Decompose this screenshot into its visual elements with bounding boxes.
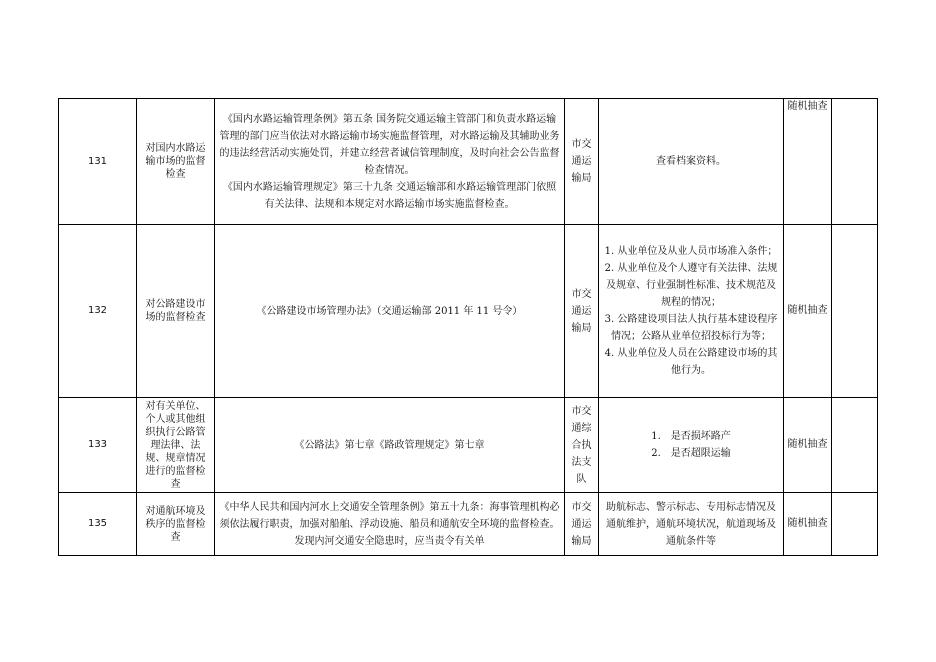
content-line: 1. 从业单位及从业人员市场准入条件； xyxy=(604,246,778,257)
content-line: 查看档案资料。 xyxy=(656,156,726,167)
inspection-method: 随机抽查 xyxy=(784,99,832,225)
responsible-org: 市交通运输局 xyxy=(565,99,599,225)
item-name: 对国内水路运输市场的监督检查 xyxy=(137,99,215,225)
item-name: 对通航环境及秩序的监督检查 xyxy=(137,493,215,556)
content-line: 助航标志、警示标志、专用标志情况及通航维护，通航环境状况，航道现场及通航条件等 xyxy=(606,501,776,547)
item-name: 对有关单位、个人或其他组织执行公路管理法律、法规、规章情况进行的监督检查 xyxy=(137,398,215,493)
inspection-content xyxy=(599,99,784,225)
note-cell xyxy=(832,99,878,225)
row-number: 131 xyxy=(59,99,137,225)
inspection-method: 随机抽查 xyxy=(784,493,832,556)
legal-basis-paragraph: 《公路建设市场管理办法》（交通运输部 2011 年 11 号令） xyxy=(256,305,523,317)
legal-basis-paragraph: 《国内水路运输管理规定》第三十九条 交通运输部和水路运输管理部门依照有关法律、法规和本规定对水路运输市场实施监督检查。 xyxy=(222,181,557,210)
responsible-org: 市交通综合执法支队 xyxy=(565,398,599,493)
legal-basis xyxy=(215,225,565,398)
content-line: 2. 是否超限运输 xyxy=(651,448,731,459)
content-line: 3. 公路建设项目法人执行基本建设程序情况；公路从业单位招投标行为等； xyxy=(604,314,778,342)
inspection-content xyxy=(599,398,784,493)
responsible-org: 市交通运输局 xyxy=(565,493,599,556)
inspection-content xyxy=(599,225,784,398)
legal-basis-paragraph: 《国内水路运输管理条例》第五条 国务院交通运输主管部门和负责水路运输管理的部门应当依法对水路运输市场实施监督管理，对水路运输及其辅助业务的违法经营活动实施处罚，并建立经营者诚信管理制度，及时向社会公告监督检查情况。 xyxy=(219,113,560,176)
note-cell xyxy=(832,398,878,493)
row-number: 135 xyxy=(59,493,137,556)
inspection-table xyxy=(58,98,878,556)
note-cell xyxy=(832,225,878,398)
content-line: 4. 从业单位及人员在公路建设市场的其他行为。 xyxy=(604,348,778,376)
legal-basis xyxy=(215,398,565,493)
row-number: 133 xyxy=(59,398,137,493)
legal-basis xyxy=(215,99,565,225)
inspection-method: 随机抽查 xyxy=(784,398,832,493)
content-line: 2. 从业单位及个人遵守有关法律、法规及规章、行业强制性标准、技术规范及规程的情况； xyxy=(604,263,778,308)
item-name: 对公路建设市场的监督检查 xyxy=(137,225,215,398)
legal-basis-paragraph: 《公路法》第七章《路政管理规定》第七章 xyxy=(294,439,485,451)
legal-basis xyxy=(215,493,565,556)
responsible-org: 市交通运输局 xyxy=(565,225,599,398)
inspection-method: 随机抽查 xyxy=(784,225,832,398)
legal-basis-paragraph: 《中华人民共和国内河水上交通安全管理条例》第五十九条：海事管理机构必须依法履行职责，加强对船舶、浮动设施、船员和通航安全环境的监督检查。发现内河交通安全隐患时，应当责令有关单 xyxy=(219,501,560,547)
content-line: 1. 是否损坏路产 xyxy=(651,431,731,442)
row-number: 132 xyxy=(59,225,137,398)
note-cell xyxy=(832,493,878,556)
table-row xyxy=(59,398,878,493)
table-row xyxy=(59,225,878,398)
table-row xyxy=(59,493,878,556)
table-row xyxy=(59,99,878,225)
inspection-content xyxy=(599,493,784,556)
